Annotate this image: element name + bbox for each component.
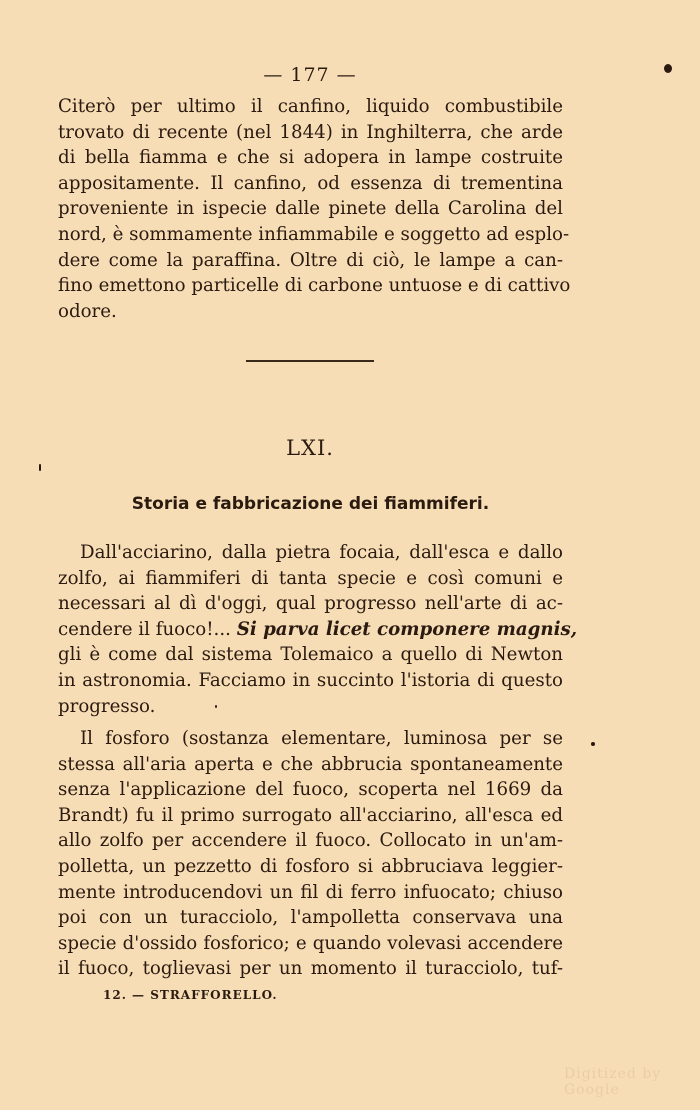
text-line: Dall'acciarino, dalla pietra focaia, dall'esca e dallo (80, 542, 563, 563)
text-line: di bella fiamma e che si adopera in lampe costruite (58, 147, 563, 169)
text-line: proveniente in ispecie dalle pinete della Carolina del (58, 198, 563, 220)
ink-speck (215, 705, 217, 708)
ink-speck (664, 64, 672, 73)
chapter-number: LXI. (286, 436, 334, 460)
ink-speck (39, 464, 41, 471)
section-divider (246, 360, 374, 362)
text-line: Brandt) fu il primo surrogato all'acciarino, all'esca ed (58, 804, 563, 826)
text-line: odore. (58, 300, 117, 322)
text-line-with-latin (58, 617, 578, 643)
page-number: — 177 — (263, 64, 357, 86)
text-line: Citerò per ultimo il canfino, liquido combustibile (58, 96, 563, 117)
text-line: il fuoco, toglievasi per un momento il turacciolo, tuf- (58, 958, 563, 980)
text-line: mente introducendovi un fil di ferro infuocato; chiuso (58, 881, 563, 903)
text-line: poi con un turacciolo, l'ampolletta conservava una (58, 907, 563, 929)
paragraph-canfino (58, 94, 571, 324)
text-line: dere come la paraffina. Oltre di ciò, le lampe a can- (58, 249, 563, 271)
text-line: specie d'ossido fosforico; e quando volevasi accendere (58, 932, 563, 954)
text-line: necessari al dì d'oggi, qual progresso nell'arte di ac- (58, 593, 563, 615)
text-line: appositamente. Il canfino, od essenza di trementina (58, 172, 563, 194)
text-fragment: cendere il fuoco!... (58, 618, 231, 640)
text-line: fino emettono particelle di carbone untuose e di cattivo (58, 275, 571, 297)
signature-mark: 12. — STRAFFORELLO. (103, 988, 278, 1002)
text-line: stessa all'aria aperta e che abbrucia spontaneamente (58, 753, 563, 775)
text-line: Il fosforo (sostanza elementare, luminosa per se (80, 728, 563, 749)
text-line: progresso. (58, 695, 156, 717)
text-line: senza l'applicazione del fuoco, scoperta nel 1669 da (58, 779, 563, 801)
text-line: trovato di recente (nel 1844) in Inghilterra, che arde (58, 121, 563, 143)
text-line: gli è come dal sistema Tolemaico a quello di Newton (58, 644, 563, 666)
paragraph-fosforo (58, 726, 563, 982)
text-line: allo zolfo per accendere il fuoco. Collocato in un'am- (58, 830, 563, 852)
text-line: polletta, un pezzetto di fosforo si abbruciava leggier- (58, 855, 563, 877)
text-line: in astronomia. Facciamo in succinto l'istoria di questo (58, 669, 563, 691)
text-line: zolfo, ai fiammiferi di tanta specie e così comuni e (58, 567, 563, 589)
watermark: Digitized by Google (564, 1066, 662, 1098)
text-line: nord, è sommamente infiammabile e soggetto ad esplo- (58, 223, 570, 245)
paragraph-acciarino (58, 540, 578, 719)
latin-quote: Si parva licet componere magnis, (236, 618, 578, 640)
chapter-heading: Storia e fabbricazione dei fiammiferi. (131, 494, 490, 514)
ink-speck (591, 742, 595, 746)
